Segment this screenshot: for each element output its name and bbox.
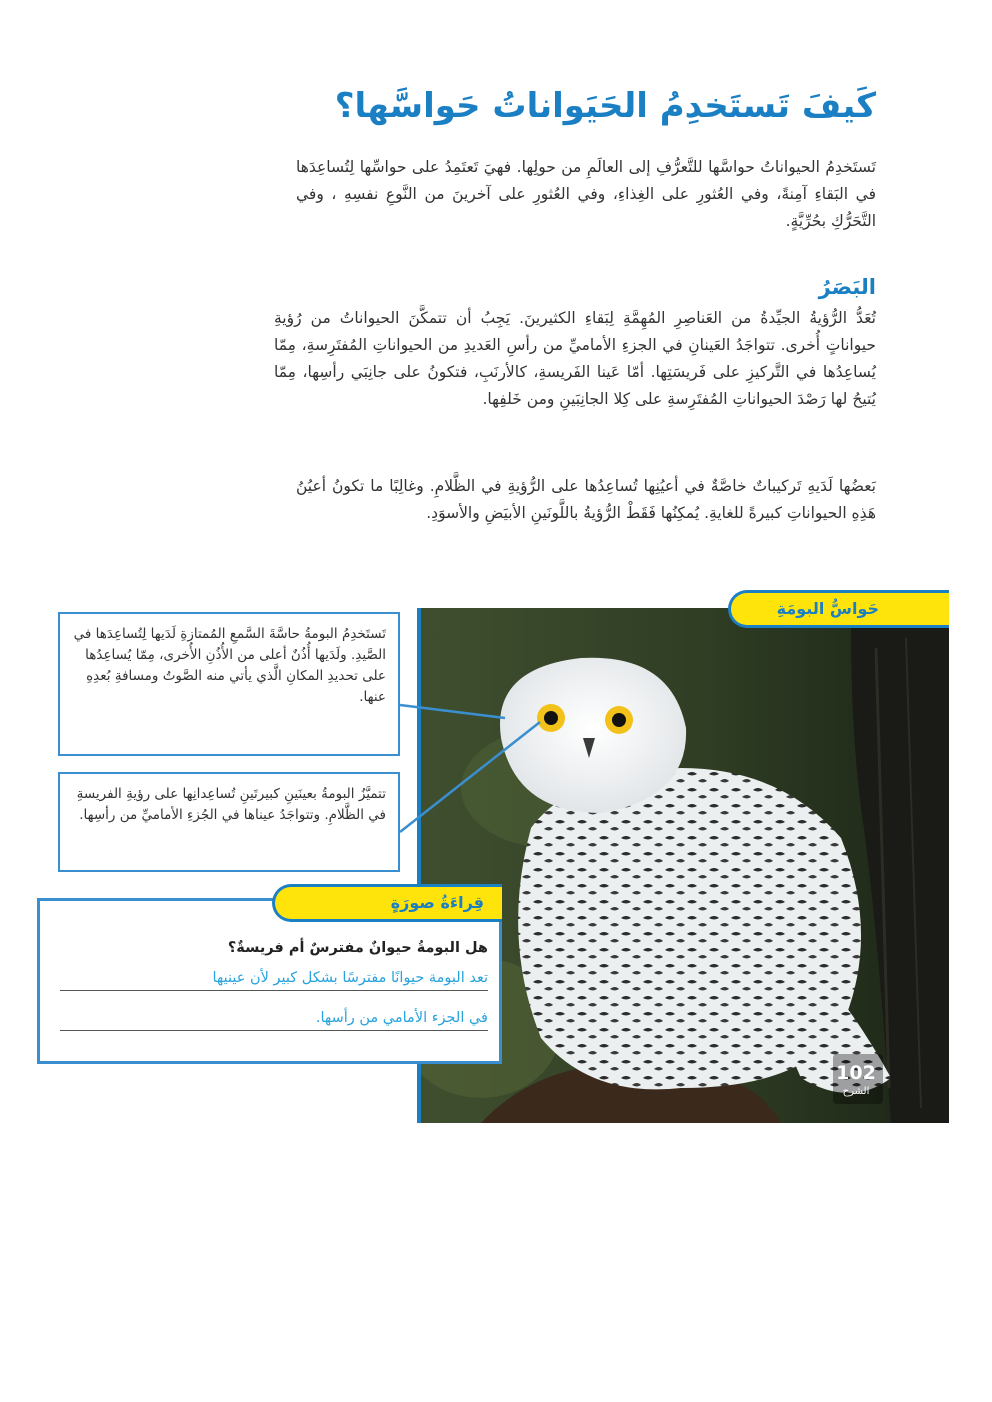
intro-paragraph: تَستَخدِمُ الحيواناتُ حواسَّها للتَّعرُّفِ إلى العالَمِ من حولِها. فهيَ تَعتَمِدُ على حواسِّها لِتُساعِدَها في البَقاءِ آمِنةً، وفي العُثورِ على الغِذاءِ، وفي العُثورِ على آخرينَ من النَّوعِ نفسِهِ ، وفي التَّحَرُّكِ بحُرِّيَّةٍ. [296, 158, 876, 230]
answer-line-2[interactable]: في الجزء الأمامي من رأسها. [60, 1010, 488, 1031]
page-number: 102 [836, 1062, 876, 1084]
hearing-callout: تَستَخدِمُ البومةُ حاسَّةَ السَّمعِ المُمتازةِ لَدَيها لِتُساعِدَها في الصَّيدِ. ولَدَيها أُذُنٌ أعلى من الأُذُنِ الأُخرى، مِمّا يُساعِدُها على تحديدِ المكانِ الَّذي يأتي منه الصَّوتُ ومسافةِ بُعدِهِ عنها. [58, 612, 400, 756]
eyes-callout: تتميَّزُ البومةُ بعينَينِ كبيرتَينِ تُساعِدانِها على رؤيةِ الفريسةِ في الظَّلامِ. وتتواجَدُ عيناها في الجُزءِ الأماميِّ من رأسِها. [58, 772, 400, 872]
page-section-label: الشرح [842, 1086, 870, 1097]
answer-line-1[interactable]: تعد البومة حيوانًا مفترسًا بشكل كبير لأن عينيها [60, 970, 488, 991]
night-vision-paragraph: بَعضُها لَدَيهِ تَركيباتٌ خاصَّةٌ في أعيُنِها تُساعِدُها على الرُّؤيةِ في الظَّلامِ. وغالِبًا ما تكونُ أعيُنُ هَذِهِ الحيواناتِ كبيرةً للغايةِ. يُمكِنُها فَقَطْ الرُّؤيةُ باللَّونَينِ الأبيَضِ والأسوَدِ. [296, 477, 876, 522]
owl-senses-tab: حَواسُّ البومَةِ [728, 590, 949, 628]
picture-reading-tab: قِراءَةُ صورَةٍ [272, 884, 502, 922]
reading-question: هل البومةُ حيوانٌ مفترسٌ أم فريسةٌ؟ [227, 940, 488, 956]
vision-heading: البَصَرُ [818, 275, 876, 299]
vision-paragraph: تُعَدُّ الرُّؤيةُ الجيِّدةُ من العَناصِرِ المُهِمَّةِ لِبَقاءِ الكثيرينَ. يَجِبُ أن تتمكَّنَ الحيواناتُ من رُؤيةِ حيواناتٍ أُخرى. تتواجَدُ العَينانِ في الجزءِ الأماميِّ من رأسِ العَديدِ من الحيواناتِ المُفتَرِسةِ، مِمّا يُساعِدُها في التَّركيزِ على فَريسَتِها. أمّا عَينا الفَريسةِ، كالأرنَبِ، فتكونُ على جانِبَي رأسِها، مِمّا يُتيحُ لها رَصْدَ الحيواناتِ المُفتَرِسةِ على كِلا الجانِبَينِ ومن خَلفِها. [274, 309, 876, 408]
page-title: كَيفَ تَستَخدِمُ الحَيَواناتُ حَواسَّها؟ [334, 86, 876, 126]
